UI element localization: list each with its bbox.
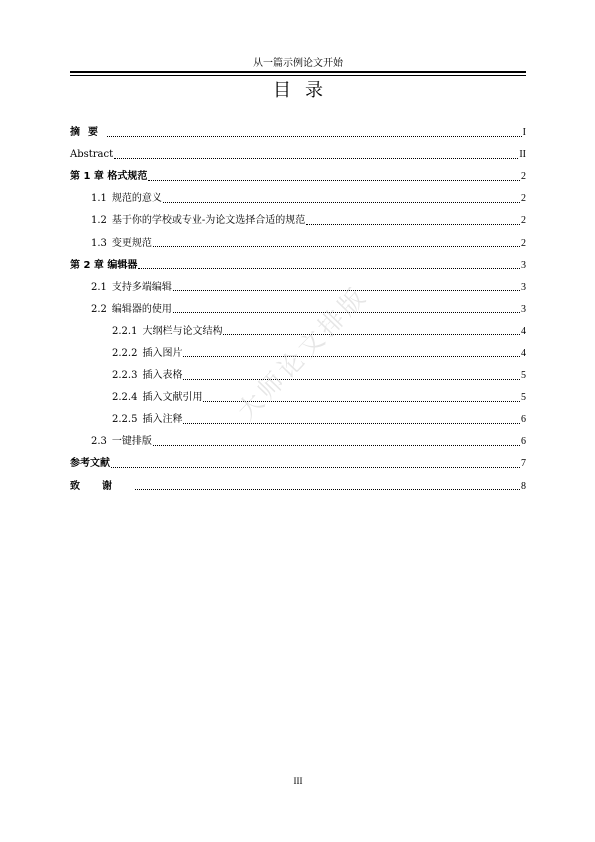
toc-entry-page: 4 <box>521 325 526 337</box>
toc-entry-label <box>91 304 172 316</box>
toc-entry-label <box>112 392 202 404</box>
toc-entry-abstract-en[interactable] <box>70 144 526 166</box>
toc-entry-page: 2 <box>521 215 526 227</box>
dot-leader <box>148 180 520 181</box>
toc-entry-2-2-1[interactable] <box>70 321 526 343</box>
toc-entry-page: 8 <box>521 480 526 492</box>
toc-entry-number: 1.1 <box>91 193 107 205</box>
toc-entry-chapter-1[interactable] <box>70 166 526 188</box>
dot-leader <box>111 467 520 468</box>
dot-leader <box>183 356 520 357</box>
toc-entry-label: 第 1 章 格式规范 <box>70 171 148 183</box>
toc-entry-page: 3 <box>521 259 526 271</box>
toc-entry-page: 7 <box>521 458 526 470</box>
toc-entry-text: 插入表格 <box>142 370 183 382</box>
toc-entry-number: 2.2.2 <box>112 347 138 359</box>
toc-entry-page: 2 <box>521 171 526 183</box>
toc-entry-label: 致谢 <box>70 480 134 492</box>
toc-entry-number: 2.2.1 <box>112 325 138 337</box>
toc-entry-page: 2 <box>521 237 526 249</box>
dot-leader <box>183 379 520 380</box>
dot-leader <box>153 445 520 446</box>
toc-entry-acknowledgements[interactable] <box>70 476 526 498</box>
dot-leader <box>114 158 518 159</box>
toc-entry-text: 支持多端编辑 <box>111 281 172 293</box>
toc-entry-1-1[interactable] <box>70 188 526 210</box>
toc-title: 目录 <box>273 80 337 101</box>
toc-entry-1-2[interactable] <box>70 210 526 232</box>
running-header: 从一篇示例论文开始 <box>253 58 343 69</box>
toc-entry-label <box>112 326 222 338</box>
toc-entry-text: 编辑器的使用 <box>111 303 172 315</box>
header-rule-thin <box>70 75 526 76</box>
toc-entry-1-3[interactable] <box>70 232 526 254</box>
toc-entry-page: 6 <box>521 436 526 448</box>
toc-entry-label: 摘要 <box>70 127 106 139</box>
dot-leader <box>163 202 520 203</box>
toc-entry-page: 4 <box>521 347 526 359</box>
toc-entry-label <box>112 370 182 382</box>
toc-entry-number: 2.2.4 <box>112 392 138 404</box>
dot-leader <box>153 246 520 247</box>
toc-entry-2-2-3[interactable] <box>70 365 526 387</box>
toc-entry-2-3[interactable] <box>70 431 526 453</box>
toc-entry-text: 插入文献引用 <box>142 392 203 404</box>
toc-entry-text: 插入注释 <box>142 414 183 426</box>
toc-entry-number: 2.2 <box>91 303 107 315</box>
toc-entry-page: 2 <box>521 193 526 205</box>
dot-leader <box>173 290 520 291</box>
toc-entry-page: II <box>519 149 526 161</box>
toc-entry-label <box>112 348 182 360</box>
toc-entry-text: 大纲栏与论文结构 <box>142 325 223 337</box>
toc-entry-label <box>91 282 172 294</box>
dot-leader <box>107 136 522 137</box>
dot-leader <box>173 312 520 313</box>
dot-leader <box>183 423 520 424</box>
toc-entry-text: 基于你的学校或专业-为论文选择合适的规范 <box>111 215 306 227</box>
dot-leader <box>306 224 520 225</box>
toc-entry-label <box>91 436 152 448</box>
toc-entry-number: 2.3 <box>91 436 107 448</box>
dot-leader <box>135 489 520 490</box>
toc-entry-text: 规范的意义 <box>111 193 162 205</box>
toc-entry-2-2[interactable] <box>70 299 526 321</box>
toc-entry-number: 1.2 <box>91 215 107 227</box>
toc-entry-page: 6 <box>521 414 526 426</box>
toc-entry-2-2-2[interactable] <box>70 343 526 365</box>
header-rule-thick <box>70 71 526 73</box>
toc-entry-text: 插入图片 <box>142 347 183 359</box>
toc-entry-label: Abstract <box>70 149 114 161</box>
toc-entry-page: 5 <box>521 370 526 382</box>
toc-entry-text: 变更规范 <box>111 237 152 249</box>
toc-entry-page: I <box>522 127 526 139</box>
toc-list <box>70 122 526 498</box>
toc-entry-number: 2.2.5 <box>112 414 138 426</box>
toc-entry-page: 3 <box>521 303 526 315</box>
toc-entry-abstract-cn[interactable] <box>70 122 526 144</box>
toc-entry-label <box>91 193 162 205</box>
toc-entry-label: 第 2 章 编辑器 <box>70 259 138 271</box>
page-number: III <box>293 776 303 786</box>
watermark: 大师论文排版 <box>231 280 374 426</box>
dot-leader <box>223 334 520 335</box>
toc-entry-text: 一键排版 <box>111 436 152 448</box>
toc-entry-number: 2.2.3 <box>112 370 138 382</box>
toc-entry-2-2-5[interactable] <box>70 409 526 431</box>
toc-entry-2-1[interactable] <box>70 277 526 299</box>
toc-entry-label <box>112 414 182 426</box>
toc-entry-number: 1.3 <box>91 237 107 249</box>
toc-entry-label: 参考文献 <box>70 458 110 470</box>
toc-entry-page: 5 <box>521 392 526 404</box>
toc-entry-2-2-4[interactable] <box>70 387 526 409</box>
toc-entry-chapter-2[interactable] <box>70 255 526 277</box>
toc-entry-label <box>91 215 305 227</box>
toc-entry-label <box>91 238 152 250</box>
toc-entry-page: 3 <box>521 281 526 293</box>
toc-entry-number: 2.1 <box>91 281 107 293</box>
toc-entry-references[interactable] <box>70 453 526 475</box>
dot-leader <box>203 401 520 402</box>
dot-leader <box>138 268 520 269</box>
